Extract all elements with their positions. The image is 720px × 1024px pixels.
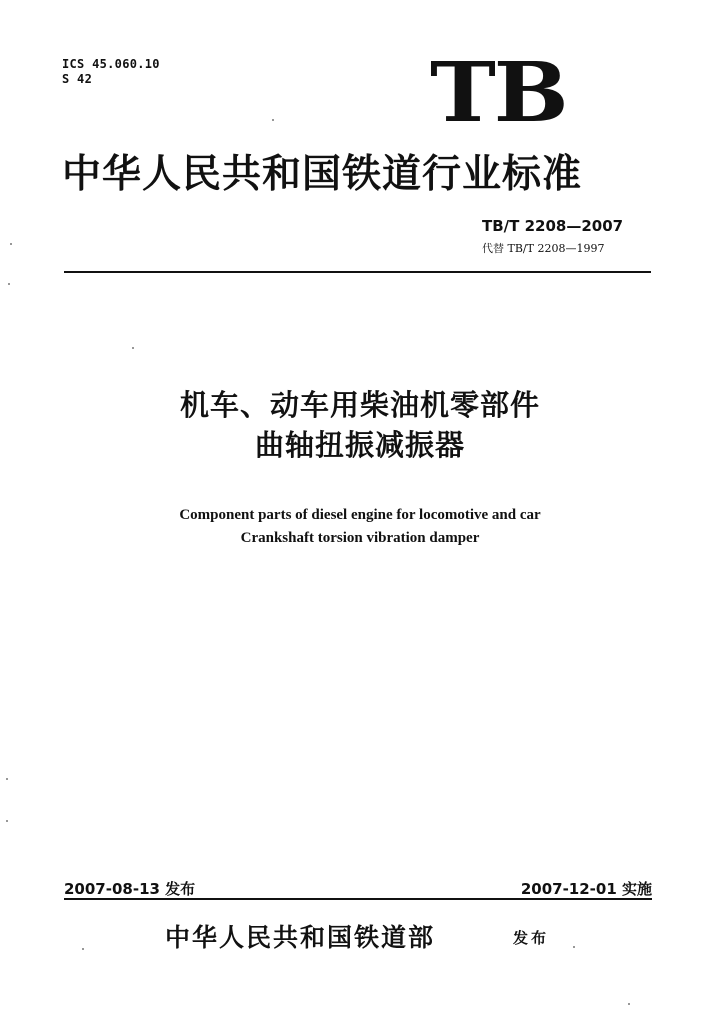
english-title-line-1: Component parts of diesel engine for locomotive and car xyxy=(179,507,541,523)
chinese-title-line-2: 曲轴扭振减振器 xyxy=(254,428,465,462)
scan-speck xyxy=(82,948,84,950)
replaces-note: 代替 TB/T 2208—1997 xyxy=(482,242,605,255)
footer-divider xyxy=(64,898,652,900)
scan-speck xyxy=(6,778,8,780)
scan-speck xyxy=(8,283,10,285)
header-divider xyxy=(64,271,651,273)
chinese-title-line-1: 机车、动车用柴油机零部件 xyxy=(179,388,540,422)
classification-codes xyxy=(62,57,160,87)
ics-code: ICS 45.060.10 xyxy=(62,57,160,71)
scan-speck xyxy=(132,347,134,349)
scan-speck xyxy=(272,119,274,121)
tb-logo: TB xyxy=(430,45,567,141)
publisher-name: 中华人民共和国铁道部 xyxy=(165,923,436,952)
scan-speck xyxy=(6,820,8,822)
issue-date: 2007-08-13 发布 xyxy=(64,880,196,898)
scan-speck xyxy=(10,243,12,245)
scan-speck xyxy=(628,1003,630,1005)
scan-speck xyxy=(573,946,575,948)
english-title-line-2: Crankshaft torsion vibration damper xyxy=(240,530,480,546)
ccs-code: S 42 xyxy=(62,72,93,86)
standard-number: TB/T 2208—2007 xyxy=(482,217,624,235)
standard-category-heading: 中华人民共和国铁道行业标准 xyxy=(62,151,583,197)
publish-label: 发布 xyxy=(513,929,550,947)
effective-date: 2007-12-01 实施 xyxy=(520,880,652,898)
